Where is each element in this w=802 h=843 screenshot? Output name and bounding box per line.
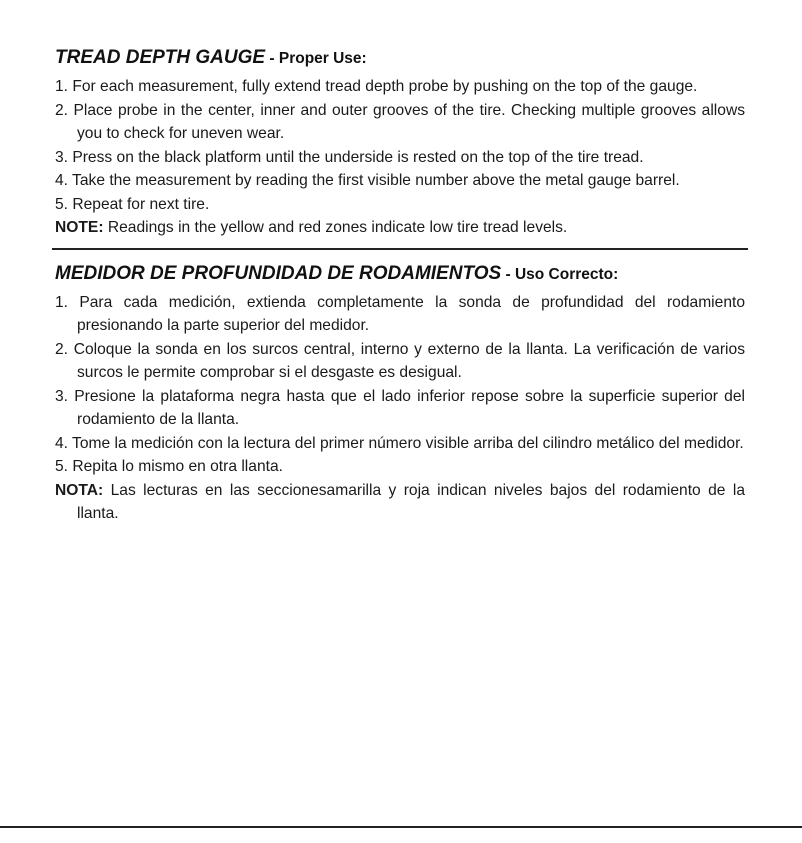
- spanish-section: [55, 262, 745, 526]
- english-note: [55, 216, 745, 240]
- spanish-note-label: NOTA:: [55, 481, 104, 499]
- english-section: [55, 46, 745, 240]
- bottom-rule: [0, 826, 802, 828]
- spanish-step-4: 4. Tome la medición con la lectura del primer número visible arriba del cilindro metálico del medidor.: [55, 434, 744, 452]
- spanish-heading: [55, 262, 745, 287]
- english-step-2: 2. Place probe in the center, inner and outer grooves of the tire. Checking multiple grooves allows you to check for uneven wear.: [55, 101, 745, 142]
- english-title: TREAD DEPTH GAUGE: [55, 47, 266, 68]
- english-subtitle: - Proper Use:: [265, 50, 367, 67]
- english-step-5: 5. Repeat for next tire.: [55, 195, 210, 213]
- english-step-3: 3. Press on the black platform until the underside is rested on the top of the tire tread.: [55, 148, 644, 166]
- spanish-note-text: Las lecturas en las seccionesamarilla y roja indican niveles bajos del rodamiento de la llanta.: [77, 481, 745, 522]
- english-heading: [55, 46, 745, 71]
- spanish-step-1: 1. Para cada medición, extienda completamente la sonda de profundidad del rodamiento presionando la parte superior del medidor.: [55, 293, 745, 334]
- spanish-note: [55, 479, 745, 526]
- english-step-4: 4. Take the measurement by reading the first visible number above the metal gauge barrel.: [55, 172, 680, 189]
- english-note-label: NOTE:: [55, 219, 104, 236]
- instruction-sheet: [55, 46, 745, 526]
- english-note-text: Readings in the yellow and red zones indicate low tire tread levels.: [103, 219, 568, 236]
- spanish-step-3: 3. Presione la plataforma negra hasta que el lado inferior repose sobre la superficie superior del rodamiento de la llanta.: [55, 387, 745, 428]
- spanish-steps-list: [55, 291, 745, 479]
- section-divider: [52, 248, 748, 250]
- spanish-subtitle: - Uso Correcto:: [501, 265, 619, 283]
- spanish-step-5: 5. Repita lo mismo en otra llanta.: [55, 458, 283, 475]
- spanish-title: MEDIDOR DE PROFUNDIDAD DE RODAMIENTOS: [55, 262, 502, 284]
- spanish-step-2: 2. Coloque la sonda en los surcos central, interno y externo de la llanta. La verificación de varios surcos le permite comprobar si el desgaste es desigual.: [55, 340, 745, 381]
- english-step-1: 1. For each measurement, fully extend tread depth probe by pushing on the top of the gauge.: [55, 78, 698, 95]
- english-steps-list: [55, 75, 745, 216]
